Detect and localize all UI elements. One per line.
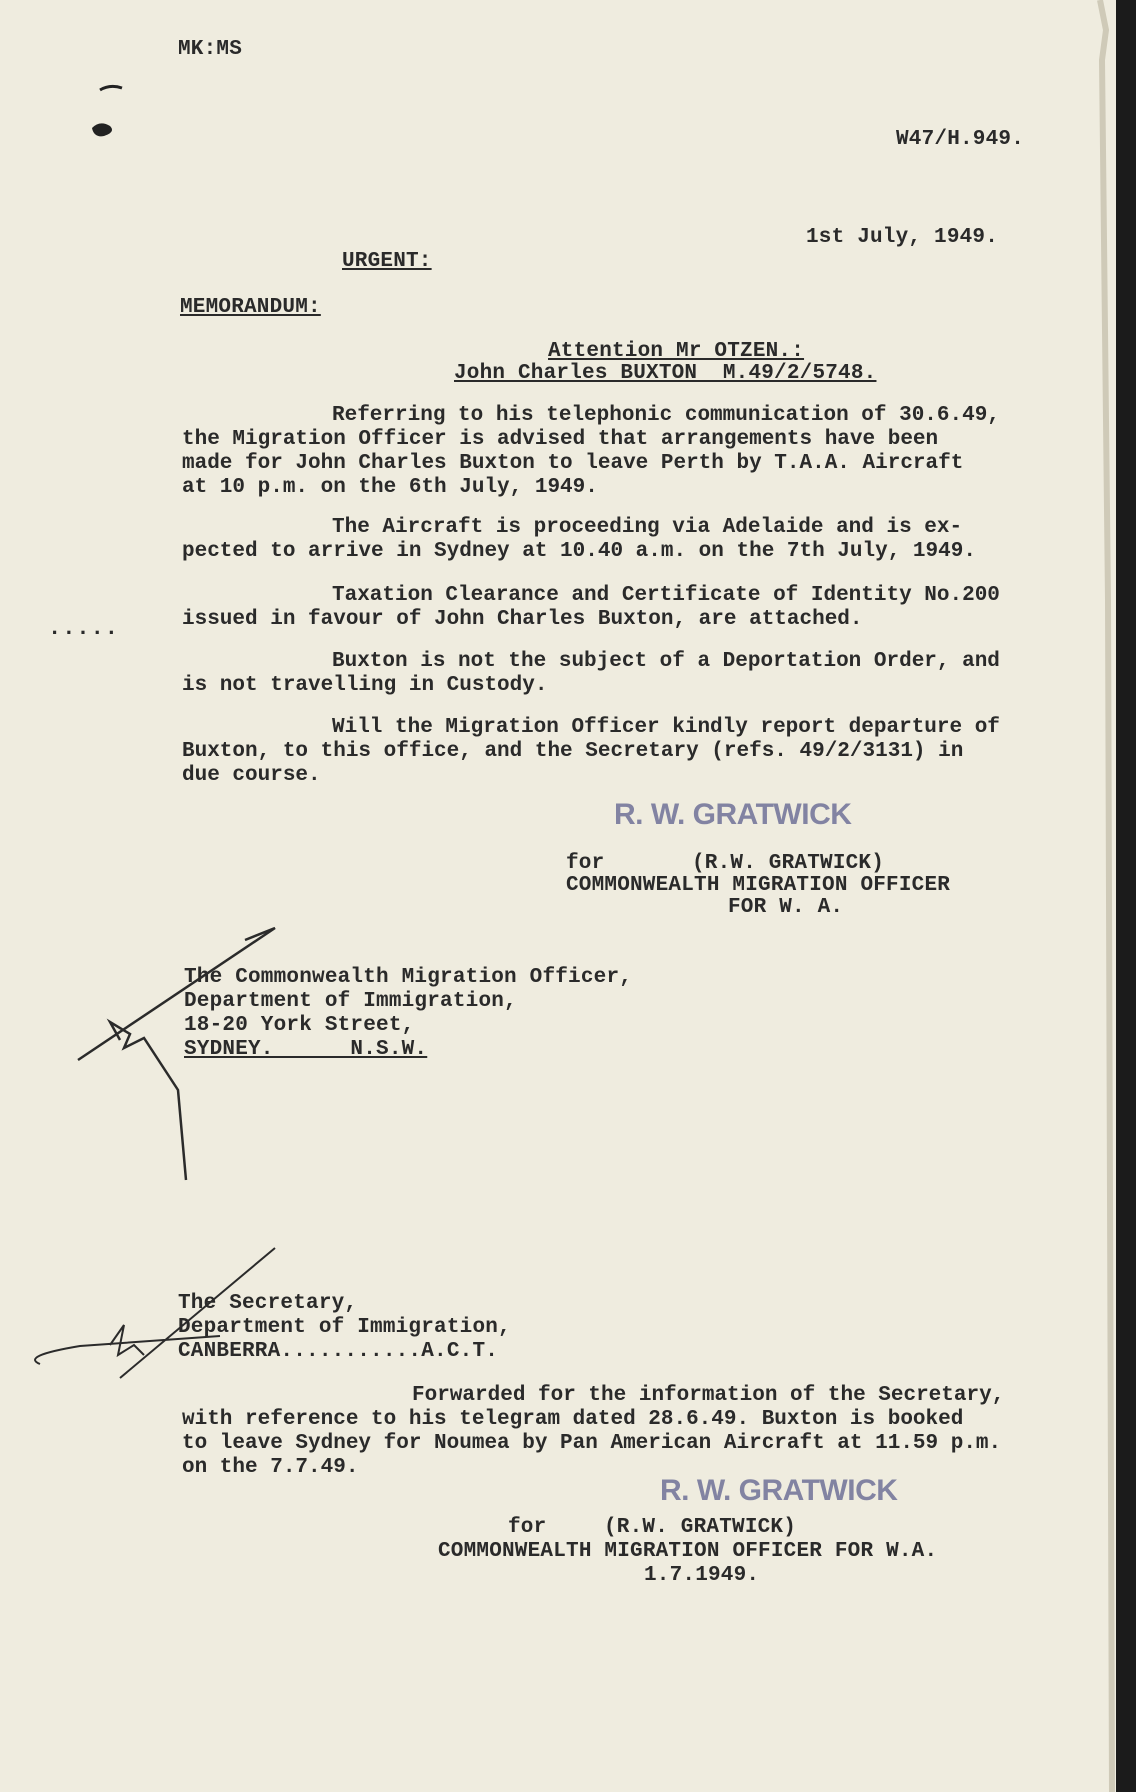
file-reference: W47/H.949. (896, 128, 1025, 151)
paragraph-1: Referring to his telephonic communication of 30.6.49, the Migration Officer is advised that arrangements have been made for John Charles Buxton to leave Perth by T.A.A. Aircraft at 10 p.m. on the 6th July, 1949. (182, 404, 1000, 499)
ink-blot (92, 123, 112, 136)
signature-2-for: for (508, 1516, 547, 1539)
signature-2-date: 1.7.1949. (644, 1564, 760, 1587)
paragraph-2: The Aircraft is proceeding via Adelaide and is ex- pected to arrive in Sydney at 10.40 a.m. on the 7th July, 1949. (182, 516, 976, 563)
signature-1-region: FOR W. A. (728, 896, 844, 919)
addressee-2-line-2: Department of Immigration, (178, 1316, 511, 1339)
addressee-2-line-3: CANBERRA...........A.C.T. (178, 1340, 499, 1363)
urgent-label: URGENT: (342, 250, 432, 273)
signature-2-name: (R.W. GRATWICK) (604, 1516, 797, 1539)
attention-line: Attention Mr OTZEN.: (548, 340, 805, 363)
addressee-2-line-1: The Secretary, (178, 1292, 358, 1315)
signature-stamp-1: R. W. GRATWICK (614, 798, 852, 831)
paragraph-5: Will the Migration Officer kindly report departure of Buxton, to this office, and the Secretary (refs. 49/2/3131) in due course. (182, 716, 1000, 787)
typist-initials: MK:MS (178, 38, 243, 61)
addressee-1-line-4: SYDNEY. N.S.W. (184, 1038, 428, 1061)
signature-1-name: (R.W. GRATWICK) (692, 852, 885, 875)
forwarding-paragraph: Forwarded for the information of the Secretary, with reference to his telegram dated 28.6.49. Buxton is booked to leave Sydney for Noumea by Pan American Aircraft at 11.59 p.m. on the 7.7.49. (182, 1384, 1005, 1479)
paper-edge (1100, 0, 1112, 1792)
memorandum-heading: MEMORANDUM: (180, 296, 321, 319)
addressee-1-line-2: Department of Immigration, (184, 990, 517, 1013)
signature-1-for: for (566, 852, 605, 875)
signature-2-title: COMMONWEALTH MIGRATION OFFICER FOR W.A. (438, 1540, 938, 1563)
margin-dots: ..... (48, 616, 120, 641)
signature-stamp-2: R. W. GRATWICK (660, 1474, 898, 1507)
initial-scribble-2 (35, 1248, 275, 1378)
addressee-1-line-3: 18-20 York Street, (184, 1014, 415, 1037)
initial-scribble-1 (78, 928, 275, 1180)
subject-line: John Charles BUXTON M.49/2/5748. (454, 362, 877, 385)
paragraph-4: Buxton is not the subject of a Deportation Order, and is not travelling in Custody. (182, 650, 1000, 697)
signature-1-title: COMMONWEALTH MIGRATION OFFICER (566, 874, 951, 897)
paragraph-3: Taxation Clearance and Certificate of Identity No.200 issued in favour of John Charles Buxton, are attached. (182, 584, 1000, 631)
pen-tick-mark (100, 86, 122, 90)
addressee-1-line-1: The Commonwealth Migration Officer, (184, 966, 633, 989)
document-date: 1st July, 1949. (806, 226, 999, 249)
